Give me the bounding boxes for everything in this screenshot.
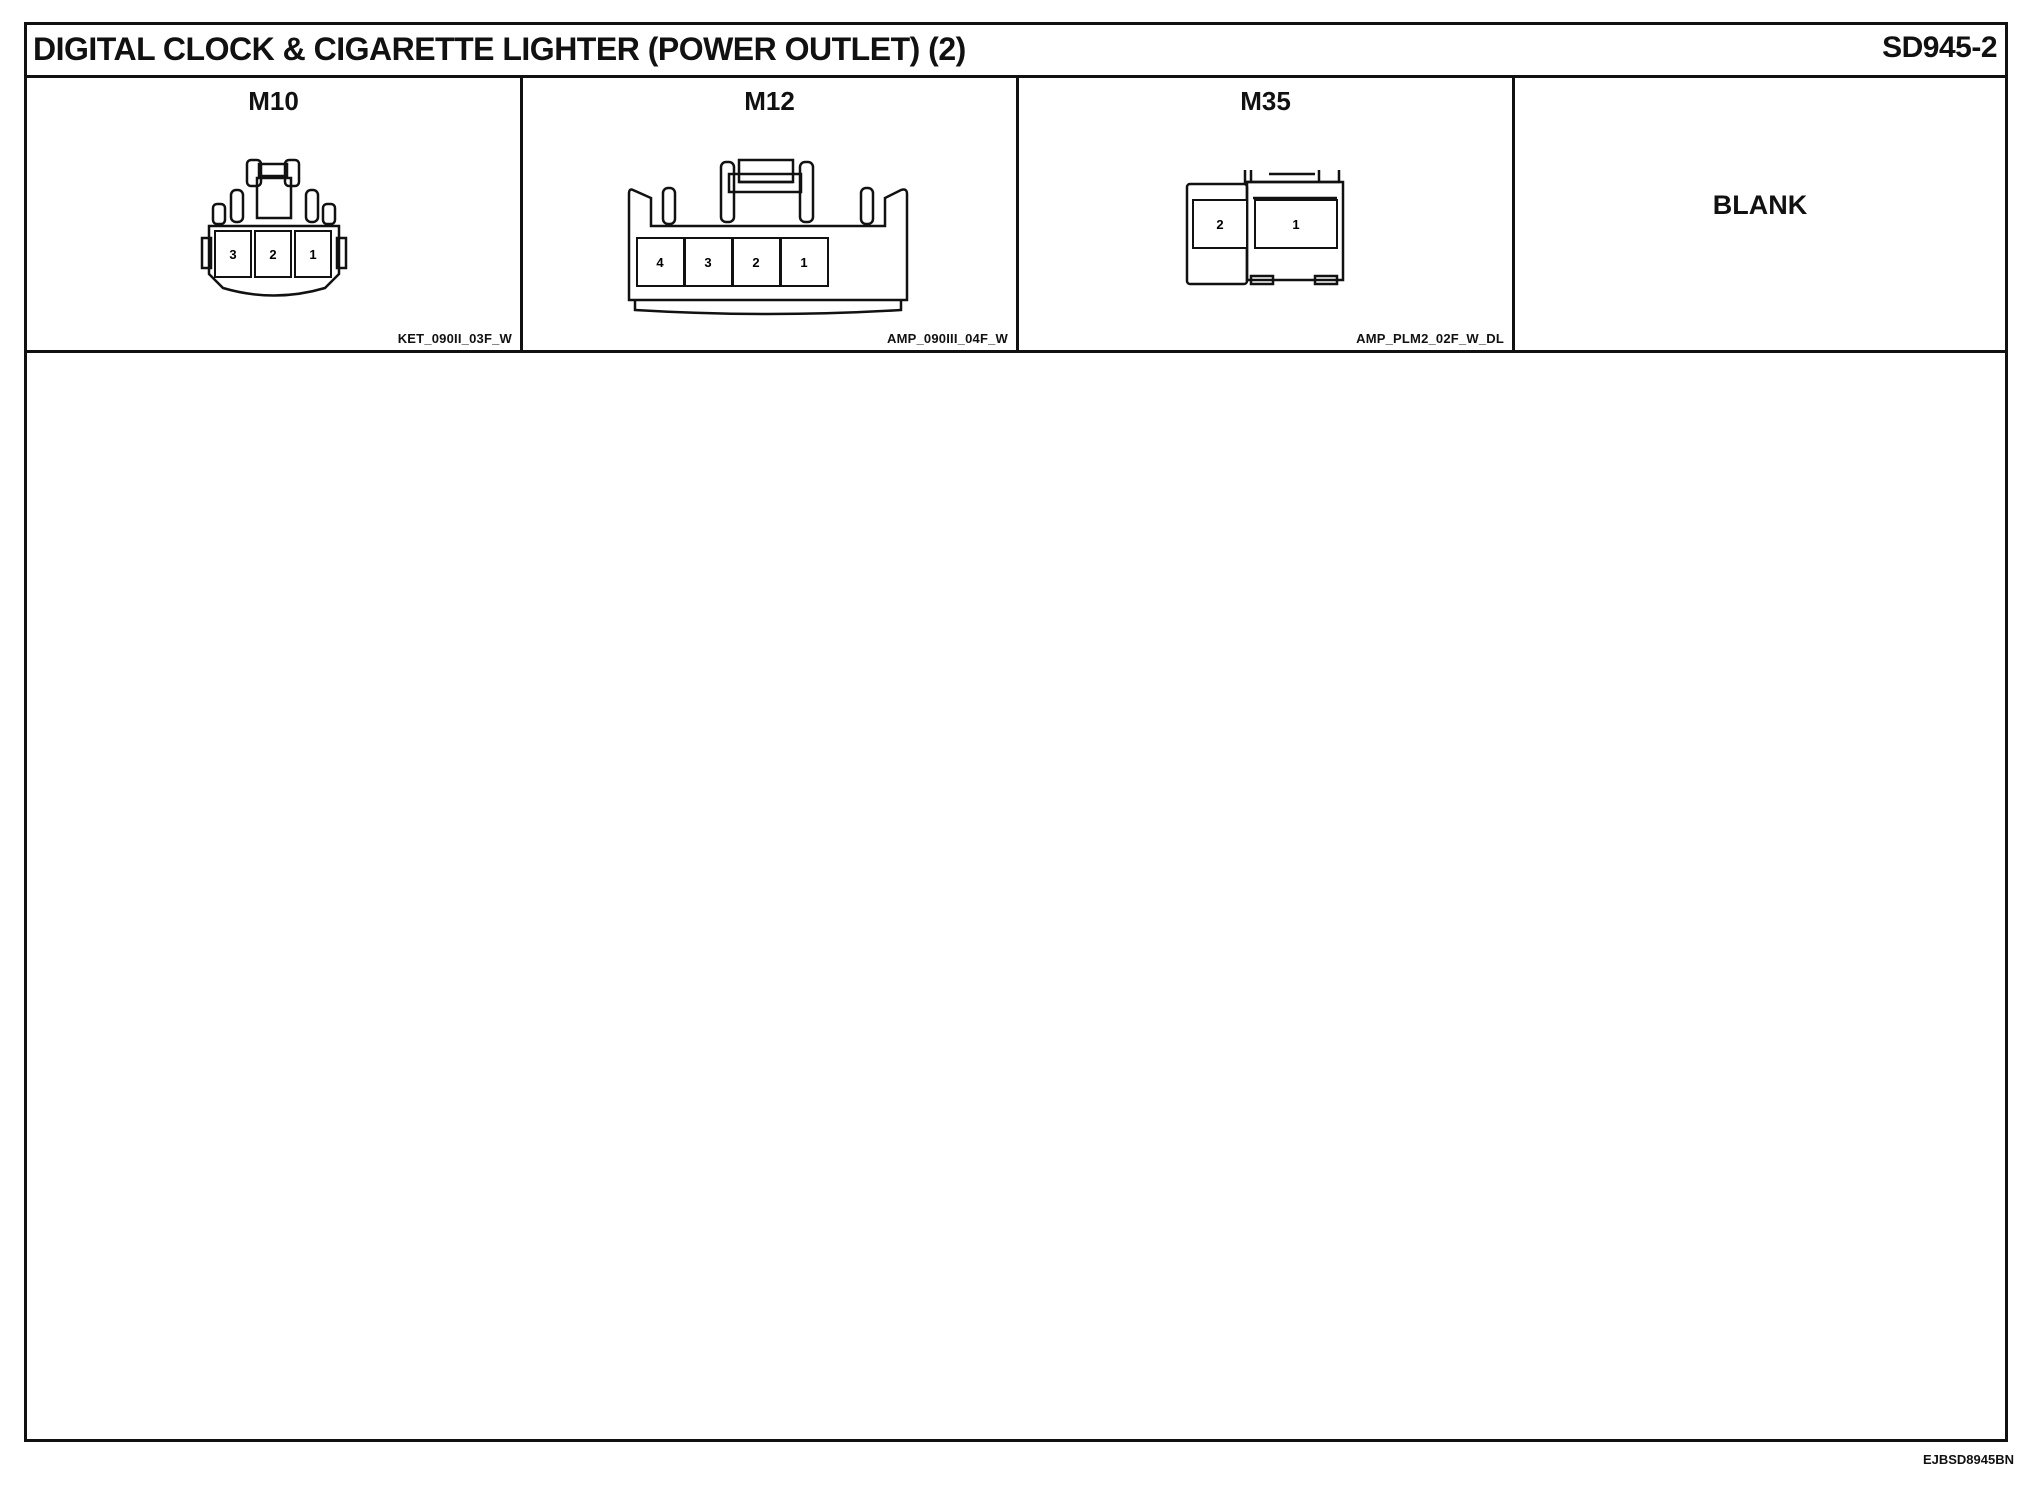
pin-label: 2: [269, 247, 277, 262]
connector-name: M35: [1240, 86, 1291, 116]
pin-label: 2: [1216, 217, 1224, 232]
blank-label: BLANK: [1712, 190, 1808, 220]
footer-code: EJBSD8945BN: [1922, 1452, 2014, 1467]
connector-m35-drawing: [1019, 78, 1512, 350]
connector-cell-m35: [1019, 78, 1515, 350]
connector-m10-drawing: [27, 78, 520, 350]
diagram-sheet: [24, 22, 2008, 1442]
pin-label: 1: [1292, 217, 1300, 232]
connector-part-code: AMP_090III_04F_W: [887, 331, 1008, 346]
blank-cell: [1515, 78, 2005, 350]
pin-label: 3: [704, 255, 712, 270]
connector-m12-drawing: [523, 78, 1016, 350]
connector-part-code: KET_090II_03F_W: [397, 331, 512, 346]
connector-part-code: AMP_PLM2_02F_W_DL: [1356, 331, 1504, 346]
connector-name: M12: [744, 86, 795, 116]
title-bar: [27, 25, 2005, 78]
connector-row: [27, 78, 2005, 353]
pin-label: 3: [229, 247, 237, 262]
pin-label: 1: [309, 247, 317, 262]
connector-cell-m10: [27, 78, 523, 350]
pin-label: 1: [800, 255, 808, 270]
diagram-title: DIGITAL CLOCK & CIGARETTE LIGHTER (POWER OUTLET) (2): [33, 31, 966, 67]
sheet-number: SD945-2: [1882, 31, 1997, 64]
pin-label: 4: [656, 255, 664, 270]
empty-diagram-area: [27, 353, 2005, 1439]
pin-label: 2: [752, 255, 760, 270]
connector-name: M10: [248, 86, 299, 116]
connector-cell-m12: [523, 78, 1019, 350]
